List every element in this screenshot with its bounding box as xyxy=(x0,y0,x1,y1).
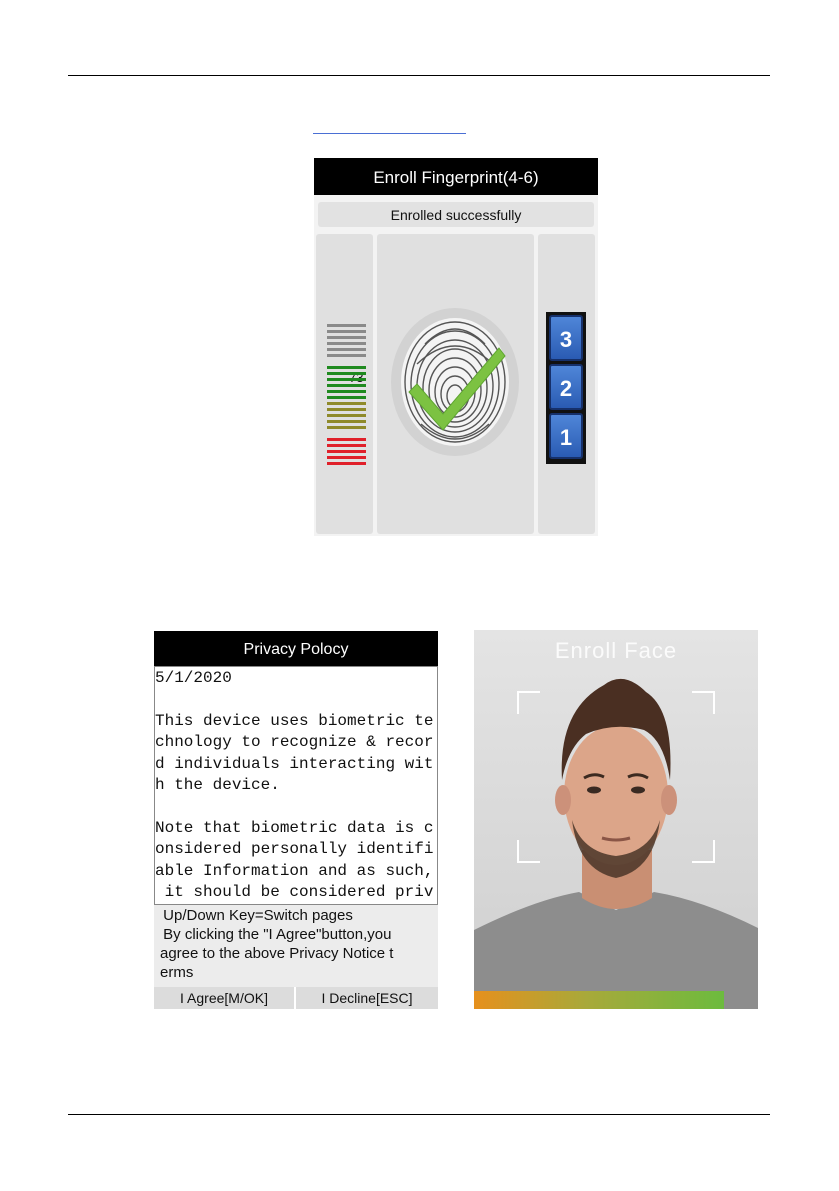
quality-bar xyxy=(327,330,366,333)
policy-line: it should be considered priv xyxy=(155,883,434,901)
footer-line: agree to the above Privacy Notice t xyxy=(160,945,394,962)
quality-bar xyxy=(327,324,366,327)
policy-line: chnology to recognize & recor xyxy=(155,733,434,751)
quality-bar xyxy=(327,408,366,411)
enroll-progress-bar xyxy=(474,991,724,1009)
link-underline[interactable] xyxy=(313,133,466,134)
privacy-policy-screen xyxy=(154,631,438,1009)
footer-line: erms xyxy=(160,964,194,981)
screen-title: Privacy Polocy xyxy=(154,631,438,666)
header-rule xyxy=(68,75,770,76)
decline-button[interactable]: I Decline[ESC] xyxy=(296,987,438,1009)
step-1: 1 xyxy=(549,413,583,459)
policy-footer xyxy=(154,905,438,987)
enroll-fingerprint-screen xyxy=(314,158,598,536)
quality-bar xyxy=(327,396,366,399)
step-3: 3 xyxy=(549,315,583,361)
quality-bar xyxy=(327,426,366,429)
policy-line: d individuals interacting wit xyxy=(155,755,434,773)
fingerprint-icon xyxy=(377,234,534,534)
policy-line: h the device. xyxy=(155,776,280,794)
quality-bar xyxy=(327,462,366,465)
enroll-face-screen xyxy=(474,630,758,1009)
quality-bar xyxy=(327,336,366,339)
quality-bar xyxy=(327,384,366,387)
quality-bar xyxy=(327,420,366,423)
quality-bar xyxy=(327,390,366,393)
agree-button[interactable]: I Agree[M/OK] xyxy=(154,987,294,1009)
quality-bar xyxy=(327,372,366,375)
quality-panel xyxy=(316,234,373,534)
quality-bar xyxy=(327,402,366,405)
steps-panel xyxy=(538,234,595,534)
policy-line: onsidered personally identifi xyxy=(155,840,434,858)
quality-bar xyxy=(327,450,366,453)
steps-frame xyxy=(546,312,586,464)
step-2: 2 xyxy=(549,364,583,410)
quality-bar xyxy=(327,366,366,369)
quality-bar xyxy=(327,342,366,345)
quality-bar xyxy=(327,444,366,447)
quality-bar xyxy=(327,438,366,441)
quality-bar xyxy=(327,348,366,351)
quality-bar xyxy=(327,414,366,417)
status-message: Enrolled successfully xyxy=(318,202,594,227)
footer-line: By clicking the "I Agree"button,you xyxy=(159,926,392,943)
footer-rule xyxy=(68,1114,770,1115)
quality-bar xyxy=(327,354,366,357)
policy-line: 5/1/2020 xyxy=(155,669,232,687)
footer-line: Up/Down Key=Switch pages xyxy=(159,907,353,924)
screen-title: Enroll Fingerprint(4-6) xyxy=(314,158,598,195)
policy-line: This device uses biometric te xyxy=(155,712,434,730)
face-photo xyxy=(474,630,758,1009)
policy-line: able Information and as such, xyxy=(155,862,434,880)
quality-bar xyxy=(327,378,366,381)
policy-text-area[interactable] xyxy=(154,666,438,905)
policy-line: Note that biometric data is c xyxy=(155,819,434,837)
fingerprint-panel xyxy=(377,234,534,534)
quality-bar xyxy=(327,456,366,459)
screen-title: Enroll Face xyxy=(554,638,678,663)
